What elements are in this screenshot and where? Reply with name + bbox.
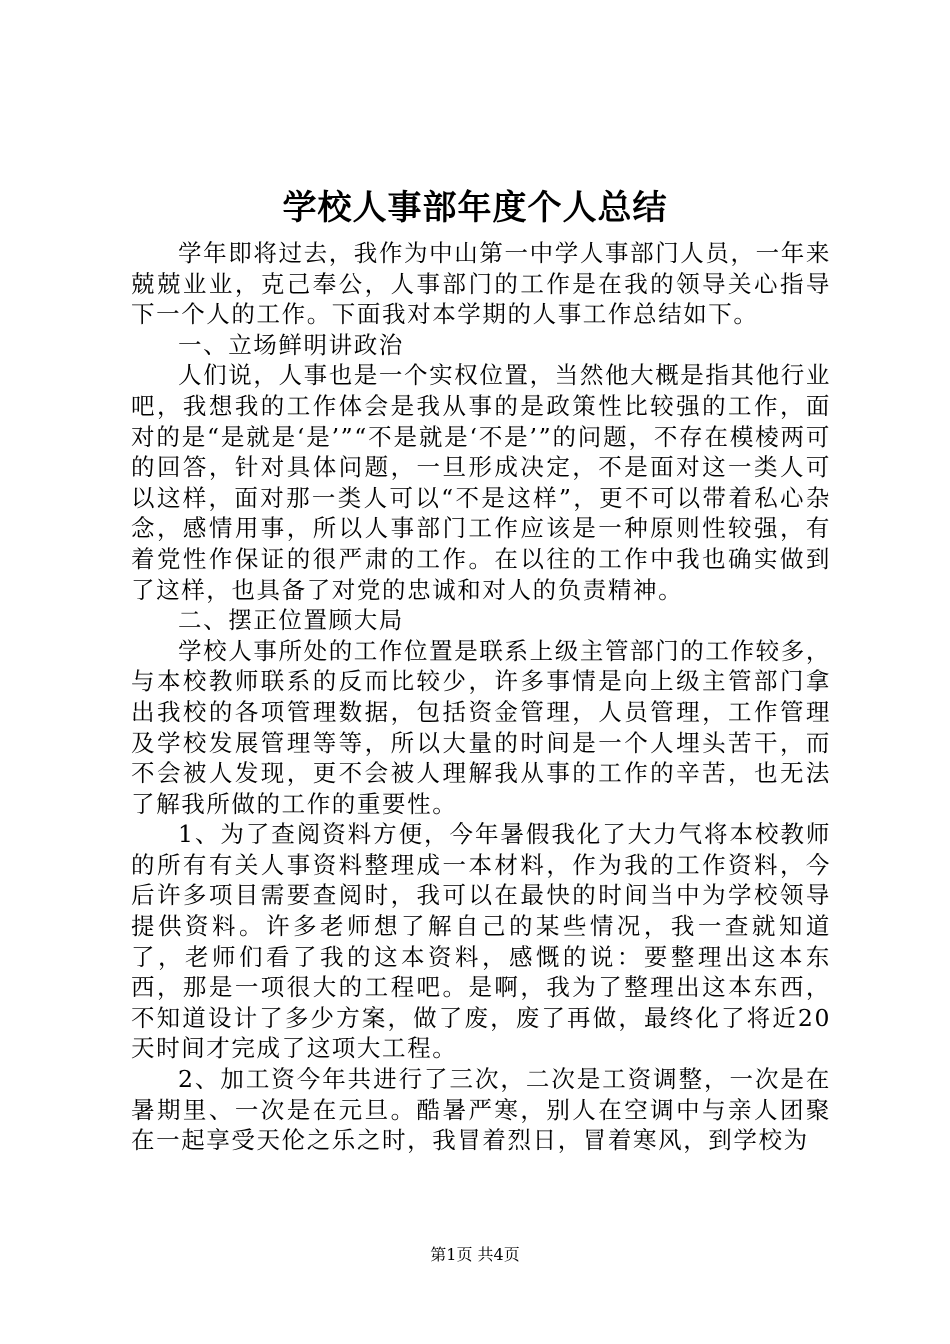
paragraph-section-1: 人们说，人事也是一个实权位置，当然他大概是指其他行业吧，我想我的工作体会是我从事的是政策性比较强的工作，面对的是“是就是‘是’”“不是就是‘不是’”的问题，不存在模棱两可的回答，针对具体问题，一旦形成决定，不是面对这一类人可以这样，面对那一类人可以“不是这样”，更不可以带着私心杂念，感情用事，所以人事部门工作应该是一种原则性较强，有着党性作保证的很严肃的工作。在以往的工作中我也确实做到了这样，也具备了对党的忠诚和对人的负责精神。: [131, 361, 831, 604]
paragraph-item-1: 1、为了查阅资料方便，今年暑假我化了大力气将本校教师的所有有关人事资料整理成一本材料，作为我的工作资料，今后许多项目需要查阅时，我可以在最快的时间当中为学校领导提供资料。许多老师想了解自己的某些情况，我一查就知道了，老师们看了我的这本资料，感慨的说：要整理出这本东西，那是一项很大的工程吧。是啊，我为了整理出这本东西，不知道设计了多少方案，做了废，废了再做，最终化了将近20天时间才完成了这项大工程。: [131, 820, 831, 1063]
page-footer: 第1页 共4页: [430, 1245, 520, 1264]
paragraph-intro: 学年即将过去，我作为中山第一中学人事部门人员，一年来兢兢业业，克己奉公，人事部门的工作是在我的领导关心指导下一个人的工作。下面我对本学期的人事工作总结如下。: [131, 239, 831, 329]
document-body: [131, 238, 831, 1156]
paragraph-section-2: 学校人事所处的工作位置是联系上级主管部门的工作较多，与本校教师联系的反而比较少，许多事情是向上级主管部门拿出我校的各项管理数据，包括资金管理，人员管理，工作管理及学校发展管理等等，所以大量的时间是一个人埋头苦干，而不会被人发现，更不会被人理解我从事的工作的辛苦，也无法了解我所做的工作的重要性。: [131, 636, 831, 818]
section-heading-1: 一、立场鲜明讲政治: [178, 330, 404, 359]
document-title: 学校人事部年度个人总结: [282, 188, 668, 228]
paragraph-item-2: 2、加工资今年共进行了三次，二次是工资调整，一次是在暑期里、一次是在元旦。酷暑严寒，别人在空调中与亲人团聚在一起享受天伦之乐之时，我冒着烈日，冒着寒风，到学校为: [131, 1065, 831, 1155]
section-heading-2: 二、摆正位置顾大局: [178, 606, 404, 635]
